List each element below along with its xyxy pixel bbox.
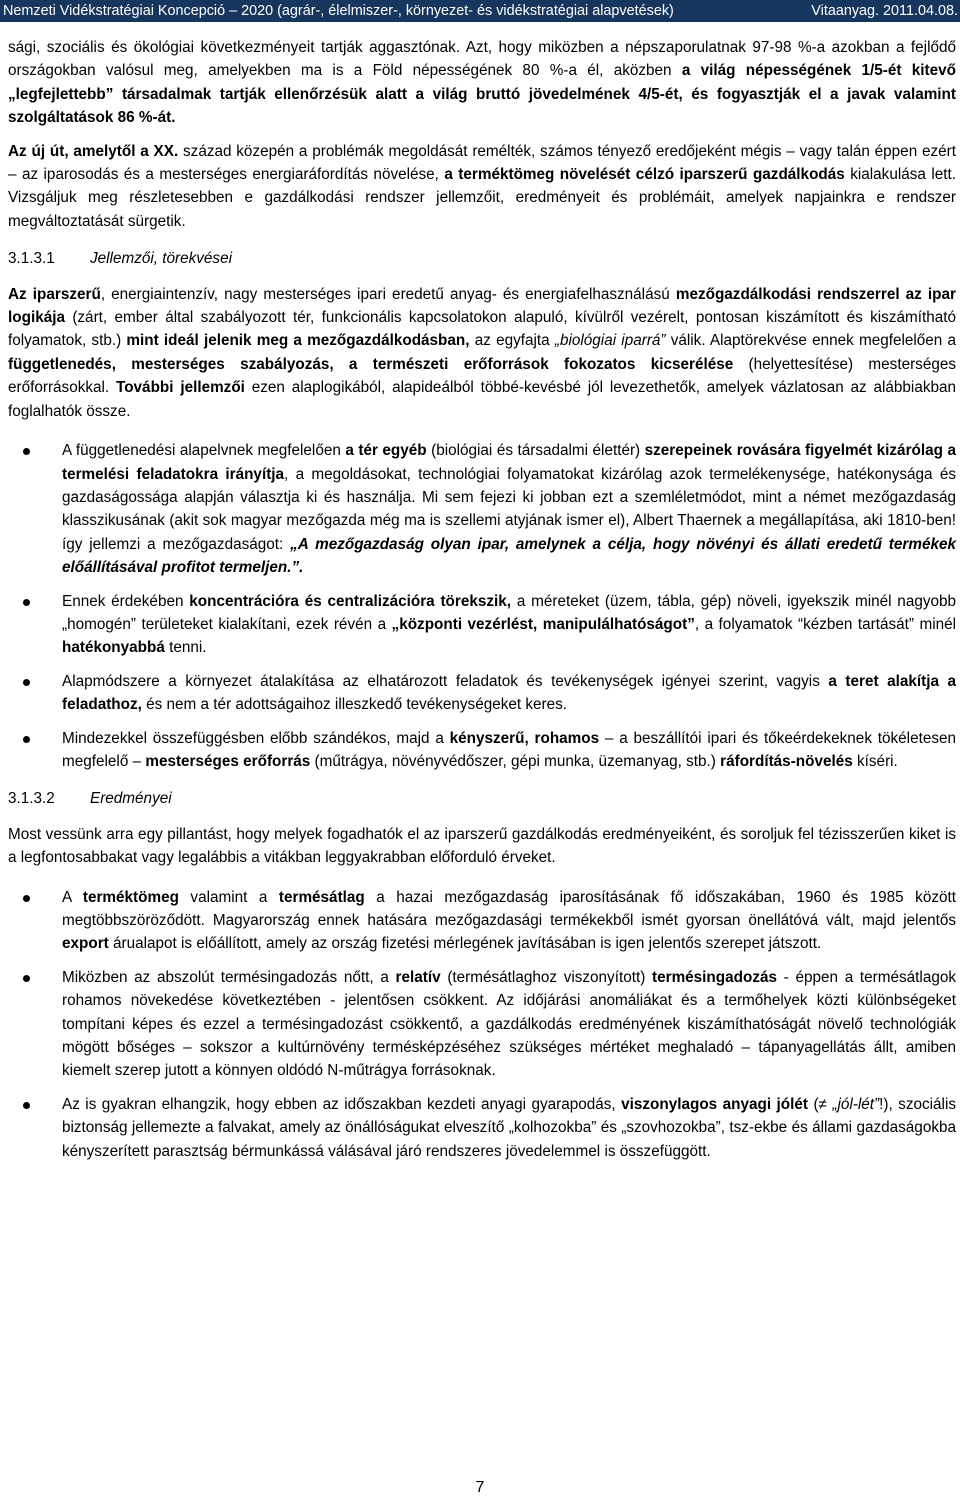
header-title: Nemzeti Vidékstratégiai Koncepció – 2020 (agrár-, élelmiszer-, környezet- és vidékstratégiai alapvetések) — [3, 3, 674, 19]
section-heading-1: 3.1.3.1 Jellemzői, törekvései — [8, 250, 232, 268]
list-item: Miközben az abszolút termésingadozás nőtt, a relatív (termésátlaghoz viszonyított) termésingadozás - éppen a termésátlagok rohamos növekedése következtében - jelentősen csökkent. Az időjárási anomáliákat és a termőhelyek közti különbségeket tompítani képes és ezzel a termésingadozást csökkentő, a gazdálkodás eredményének kiszámíthatóságát növelő technológiák mögött bőséges – sokszor a kultúrnövény termésképzéséhez szükséges mértéket meghaladó – tápanyagellátás állt, amiben kiemelt szerep jutott a könnyen oldódó N-műtrágya forrásoknak. — [8, 966, 956, 1083]
section-1-paragraph: Az iparszerű, energiaintenzív, nagy mesterséges ipari eredetű anyag- és energiafelhasználású mezőgazdálkodási rendszerrel az ipar logikája (zárt, ember által szabályozott tér, funkcionális kapcsolatokon alapuló, kívülről vezérelt, pontosan kiszámított és kiszámítható folyamatok, stb.) mint ideál jelenik meg a mezőgazdálkodásban, az egyfajta „biológiai iparrá” válik. Alaptörekvése ennek megfelelően a függetlenedés, mesterséges szabályozás, a természeti erőforrások fokozatos kicserélése (helyettesítése) mesterséges erőforrásokkal. További jellemzői ezen alaplogikából, alapideálból többé-kevésbé jól levezethetők, amelyek vázlatosan az alábbiakban foglalhatók össze. — [8, 285, 957, 420]
list-item: Ennek érdekében koncentrációra és centralizációra törekszik, a méreteket (üzem, tábla, gép) növeli, igyekszik minél nagyobb „homogén” területeket kialakítani, ezek révén a „központi vezérlést, manipulálhatóságot”, a folyamatok “kézben tartását” minél hatékonyabbá tenni. — [8, 590, 956, 660]
section-2-bullet-list — [8, 886, 956, 1163]
bullet-icon — [23, 895, 30, 902]
intro-paragraph-1: sági, szociális és ökológiai következményeit tartják aggasztónak. Azt, hogy miközben a népszaporulatnak 97-98 %-a azokban a fejlődő országokban valósul meg, amelyekben ma is a Föld népességének 80 %-a él, aközben a világ népességének 1/5-ét kitevő „legfejlettebb” társadalmak tartják ellenőrzésük alatt a világ bruttó jövedelmének 4/5-ét, és fogyasztják el a javak valamint szolgáltatások 86 %-át. — [8, 39, 956, 127]
running-header — [0, 0, 960, 22]
list-item: Alapmódszere a környezet átalakítása az elhatározott feladatok és tevékenységek igényei szerint, vagyis a teret alakítja a feladathoz, és nem a tér adottságaihoz illeszkedő tevékenységeket keres. — [8, 670, 956, 717]
list-item: Az is gyakran elhangzik, hogy ebben az időszakban kezdeti anyagi gyarapodás, viszonylagos anyagi jólét (≠ „jól-lét”!), szociális biztonság jellemezte a falvakat, amely az önállóságukat elveszítő „kolhozokba” és „szovhozokba”, tsz-ekbe és állami gazdaságokba kényszerített parasztság bérmunkássá válásával járó rendszeres jövedelemmel is összefüggött. — [8, 1093, 956, 1163]
bullet-icon — [23, 1102, 30, 1109]
bullet-icon — [23, 599, 30, 606]
bullet-icon — [23, 736, 30, 743]
document-body — [8, 36, 956, 1173]
section-2-paragraph: Most vessünk arra egy pillantást, hogy melyek fogadhatók el az iparszerű gazdálkodás eredményeiként, és soroljuk fel tézisszerűen kiket is a legfontosabbakat vagy legalábbis a vitákban leggyakrabban előforduló érveket. — [8, 825, 956, 867]
bullet-icon — [23, 448, 30, 455]
page-number: 7 — [475, 1479, 485, 1496]
section-1-bullet-list — [8, 439, 956, 773]
bullet-icon — [23, 975, 30, 982]
list-item: Mindezekkel összefüggésben előbb szándékos, majd a kényszerű, rohamos – a beszállítói ipari és tőkeérdekeknek tökéletesen megfelelő – mesterséges erőforrás (műtrágya, növényvédőszer, gépi munka, üzemanyag, stb.) ráfordítás-növelés kíséri. — [8, 727, 956, 774]
header-status: Vitaanyag. 2011.04.08. — [811, 3, 958, 19]
list-item: A terméktömeg valamint a termésátlag a hazai mezőgazdaság iparosításának fő időszakában, 1960 és 1985 között megtöbbszöröződött. Magyarország ennek hatására mezőgazdasági termékekből ismét gyorsan önellátóvá vált, majd jelentős export árualapot is előállított, amely az ország fizetési mérlegének javításában is igen jelentős szerepet játszott. — [8, 886, 956, 956]
bullet-icon — [23, 679, 30, 686]
intro-paragraph-2: Az új út, amelytől a XX. század közepén a problémák megoldását remélték, számos tényező eredőjeként mégis – vagy talán éppen ezért – az iparosodás és a mesterséges energiaráfordítás növelése, a terméktömeg növelését célzó iparszerű gazdálkodás kialakulása lett. Vizsgáljuk meg részletesebben e gazdálkodási rendszer jellemzőit, eredményeit és problémáit, amelyek napjainkra e rendszer megváltoztatását sürgetik. — [8, 142, 957, 230]
section-heading-2: 3.1.3.2 Eredményei — [8, 790, 172, 808]
list-item: A függetlenedési alapelvnek megfelelően a tér egyéb (biológiai és társadalmi élettér) szerepeinek rovására figyelmét kizárólag a termelési feladatokra irányítja, a megoldásokat, technológiai folyamatokat kizárólag azok termelékenysége, hatékonysága és gazdaságossága alapján választja ki és használja. Mi sem fejezi ki jobban ezt a szemléletmódot, mint a német mezőgazdaság klasszikusának (akit sok magyar mezőgazda még ma is szellemi atyjának ismer el), Albert Thaernek a megállapítása, aki 1810-ben! így jellemzi a mezőgazdaságot: „A mezőgazdaság olyan ipar, amelynek a célja, hogy növényi és állati eredetű termékek előállításával profitot termeljen.”. — [8, 439, 956, 579]
